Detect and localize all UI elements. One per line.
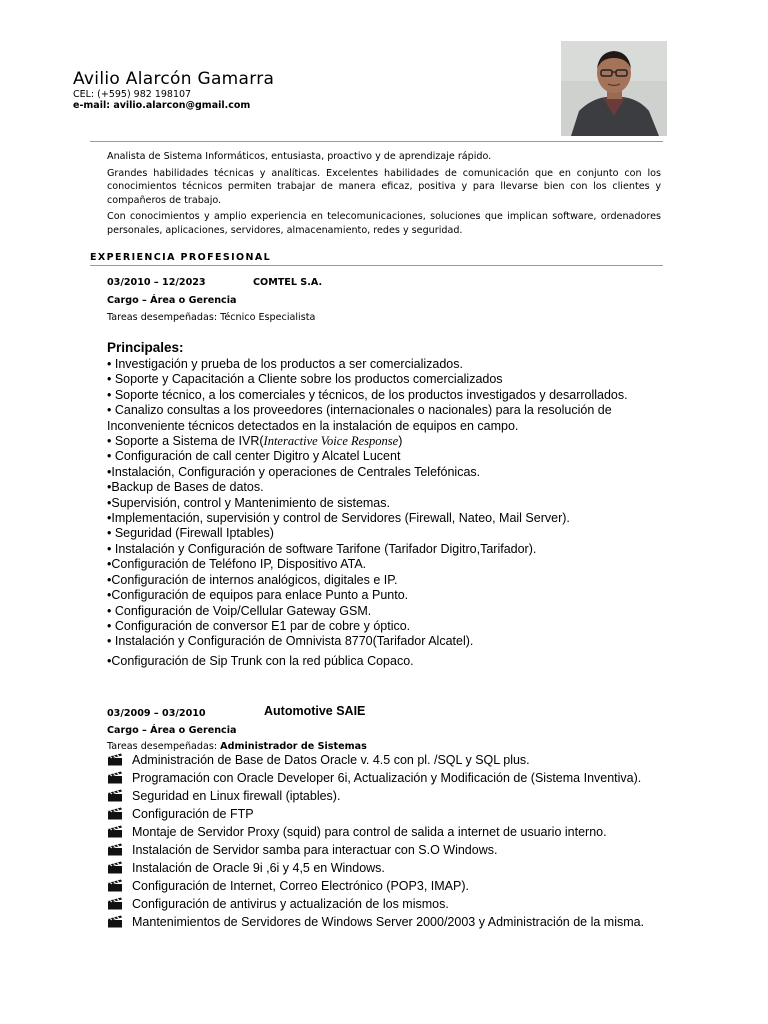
clapperboard-icon xyxy=(107,879,123,896)
task-text: Configuración de Internet, Correo Electrónico (POP3, IMAP). xyxy=(132,879,469,893)
list-item xyxy=(107,860,647,878)
list-item: •Implementación, supervisión y control de Servidores (Firewall, Nateo, Mail Server). xyxy=(107,511,570,526)
list-item: • Investigación y prueba de los productos a ser comercializados. xyxy=(107,357,463,371)
list-item: •Configuración de equipos para enlace Punto a Punto. xyxy=(107,588,409,603)
ivr-close: ) xyxy=(398,434,403,449)
summary xyxy=(107,150,661,240)
list-item xyxy=(107,434,667,449)
job2-cargo: Cargo – Área o Gerencia xyxy=(107,725,237,736)
list-item: •Backup de Bases de datos. xyxy=(107,480,264,495)
clapperboard-icon xyxy=(107,771,123,788)
list-item: • Configuración de conversor E1 par de cobre y óptico. xyxy=(107,618,411,633)
list-item: •Supervisión, control y Mantenimiento de sistemas. xyxy=(107,495,390,510)
clapperboard-icon xyxy=(107,897,123,914)
candidate-name: Avilio Alarcón Gamarra xyxy=(73,69,275,89)
task-text: Instalación de Servidor samba para interactuar con S.O Windows. xyxy=(132,843,498,857)
job2-dates: 03/2009 – 03/2010 xyxy=(107,708,206,719)
job2-company: Automotive SAIE xyxy=(264,704,366,718)
principales-heading: Principales: xyxy=(107,340,184,355)
list-item: •Configuración de Teléfono IP, Dispositivo ATA. xyxy=(107,557,367,572)
task-text: Instalación de Oracle 9i ,6i y 4,5 en Windows. xyxy=(132,861,385,875)
job2-tareas xyxy=(107,741,367,752)
list-item: • Configuración de Voip/Cellular Gateway GSM. xyxy=(107,603,372,618)
summary-paragraph: Analista de Sistema Informáticos, entusiasta, proactivo y de aprendizaje rápido. xyxy=(107,151,492,162)
clapperboard-icon xyxy=(107,753,123,770)
clapperboard-icon xyxy=(107,861,123,878)
list-item: • Instalación y Configuración de Omnivista 8770(Tarifador Alcatel). xyxy=(107,634,474,649)
list-item: • Soporte y Capacitación a Cliente sobre los productos comercializados xyxy=(107,372,503,387)
list-item: • Canalizo consultas a los proveedores (internacionales o nacionales) para la resolución de Inconveniente técnicos detectados en la instalación de equipos en campo. xyxy=(107,403,612,433)
section-title-experience: EXPERIENCIA PROFESIONAL xyxy=(90,252,272,263)
phone-number: CEL: (+595) 982 198107 xyxy=(73,89,192,100)
profile-photo xyxy=(561,41,667,136)
task-text: Montaje de Servidor Proxy (squid) para control de salida a internet de usuario interno. xyxy=(132,825,607,839)
job2-task-list xyxy=(107,752,647,932)
job1-company: COMTEL S.A. xyxy=(253,277,323,288)
ivr-prefix: • Soporte a Sistema de IVR( xyxy=(107,434,264,449)
clapperboard-icon xyxy=(107,789,123,806)
list-item xyxy=(107,896,647,914)
summary-paragraph: Grandes habilidades técnicas y analíticas. Excelentes habilidades de comunicación que en conjunto con los conocimientos técnicos permiten trabajar de manera eficaz, positiva y para llevarse bien con los clientes y compañeros de trabajo. xyxy=(107,167,661,206)
list-item xyxy=(107,770,647,788)
list-item xyxy=(107,752,647,770)
clapperboard-icon xyxy=(107,825,123,842)
summary-paragraph: Con conocimientos y amplio experiencia en telecomunicaciones, soluciones que implican software, ordenadores personales, aplicaciones, servidores, almacenamiento, redes y seguridad. xyxy=(107,211,661,236)
task-text: Mantenimientos de Servidores de Windows Server 2000/2003 y Administración de la misma. xyxy=(132,915,645,929)
tareas-label: Tareas desempeñadas: xyxy=(107,741,221,752)
section-divider xyxy=(90,265,663,266)
list-item: • Configuración de call center Digitro y Alcatel Lucent xyxy=(107,449,401,464)
email-address: e-mail: avilio.alarcon@gmail.com xyxy=(73,100,251,111)
list-item: •Configuración de Sip Trunk con la red pública Copaco. xyxy=(107,653,414,668)
task-text: Programación con Oracle Developer 6i, Actualización y Modificación de (Sistema Inventiva). xyxy=(132,771,642,785)
list-item: •Configuración de internos analógicos, digitales e IP. xyxy=(107,572,398,587)
ivr-italic: Interactive Voice Response xyxy=(263,434,399,449)
list-item xyxy=(107,842,647,860)
list-item xyxy=(107,878,647,896)
task-text: Seguridad en Linux firewall (iptables). xyxy=(132,789,341,803)
list-item xyxy=(107,788,647,806)
list-item: • Instalación y Configuración de software Tarifone (Tarifador Digitro,Tarifador). xyxy=(107,541,537,556)
job1-dates: 03/2010 – 12/2023 xyxy=(107,277,206,288)
task-text: Configuración de antivirus y actualización de los mismos. xyxy=(132,897,449,911)
list-item: • Seguridad (Firewall Iptables) xyxy=(107,526,274,541)
job1-tareas: Tareas desempeñadas: Técnico Especialista xyxy=(107,312,316,323)
list-item: •Instalación, Configuración y operaciones de Centrales Telefónicas. xyxy=(107,464,481,479)
task-text: Administración de Base de Datos Oracle v. 4.5 con pl. /SQL y SQL plus. xyxy=(132,753,530,767)
clapperboard-icon xyxy=(107,915,123,932)
list-item xyxy=(107,914,647,932)
task-text: Configuración de FTP xyxy=(132,807,254,821)
clapperboard-icon xyxy=(107,843,123,860)
list-item xyxy=(107,806,647,824)
header-divider xyxy=(90,141,663,142)
tareas-value: Administrador de Sistemas xyxy=(220,741,367,752)
list-item xyxy=(107,824,647,842)
list-item: • Soporte técnico, a los comerciales y técnicos, de los productos investigados y desarrollados. xyxy=(107,387,628,402)
job1-bullet-list xyxy=(107,357,667,669)
clapperboard-icon xyxy=(107,807,123,824)
job1-cargo: Cargo – Área o Gerencia xyxy=(107,295,237,306)
